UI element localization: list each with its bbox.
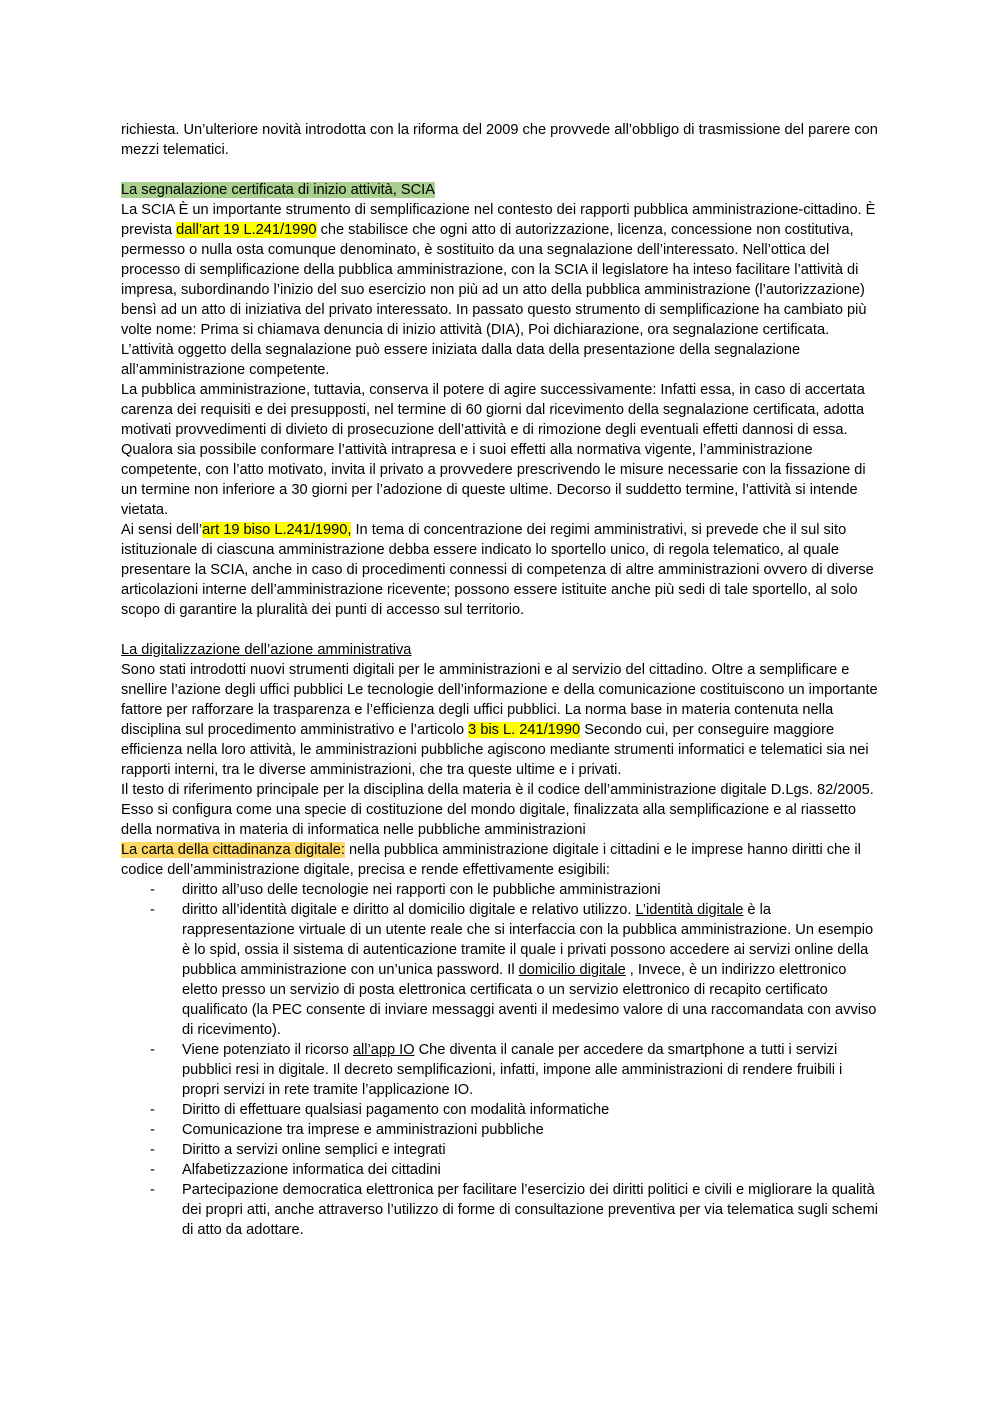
document-page — [121, 120, 883, 1240]
dash-bullet: - — [150, 1042, 155, 1058]
dash-bullet: - — [150, 1142, 155, 1158]
scia-paragraph-1 — [121, 200, 883, 340]
rights-list — [121, 880, 883, 1240]
text-run: diritto all’identità digitale e diritto al domicilio digitale e relativo utilizzo. — [182, 902, 636, 918]
list-item — [121, 1140, 883, 1160]
text-run: Partecipazione democratica elettronica per facilitare l’esercizio dei diritti politici e civili e migliorare la qualità dei propri atti, anche attraverso l’utilizzo di forme di consultazione preventiva per via telematica sugli schemi di atto da adottare. — [182, 1182, 878, 1238]
text-run: La SCIA È un importante strumento di semplificazione nel contesto dei rapporti pubblica amministrazione-cittadino. È prevista — [121, 202, 876, 238]
scia-paragraph-2: L’attività oggetto della segnalazione può essere iniziata dalla data della presentazione della segnalazione all’amministrazione competente. — [121, 342, 801, 378]
underlined-term: L’identità digitale — [635, 902, 744, 918]
list-item — [121, 900, 883, 1040]
dash-bullet: - — [150, 902, 155, 918]
law-reference-highlight: art 19 biso L.241/1990, — [202, 522, 352, 538]
digital-paragraph-3 — [121, 840, 883, 880]
list-item — [121, 1160, 883, 1180]
text-run: diritto all’uso delle tecnologie nei rapporti con le pubbliche amministrazioni — [182, 882, 661, 898]
law-reference-highlight: dall’art 19 L.241/1990 — [176, 222, 317, 238]
list-item — [121, 1120, 883, 1140]
list-item — [121, 1100, 883, 1120]
underlined-term: all’app IO — [352, 1042, 415, 1058]
text-run: Viene potenziato il ricorso — [182, 1042, 353, 1058]
text-run: Sono stati introdotti nuovi strumenti digitali per le amministrazioni e al servizio del cittadino. Oltre a semplificare e snellire l’azione degli uffici pubblici Le tecnologie dell’informazione e della comunicazione costituiscono un importante fattore per rafforzare la trasparenza e l’efficienza degli uffici pubblici. La norma base in materia contenuta nella disciplina sul procedimento amministrativo e l’articolo — [121, 662, 878, 738]
text-run: Diritto di effettuare qualsiasi pagamento con modalità informatiche — [182, 1102, 610, 1118]
list-item — [121, 1180, 883, 1240]
text-run: nella pubblica amministrazione digitale i cittadini e le imprese hanno diritti che il codice dell’amministrazione digitale, precisa e rende effettivamente esigibili: — [121, 842, 861, 878]
text-run: Comunicazione tra imprese e amministrazioni pubbliche — [182, 1122, 544, 1138]
digital-paragraph-1 — [121, 660, 883, 780]
list-item — [121, 880, 883, 900]
text-run: è la rappresentazione virtuale di un utente reale che si interfaccia con la pubblica amministrazione. Un esempio è lo spid, ossia il sistema di autenticazione tramite il quale i privati possono accedere ai servizi online della pubblica amministrazione con un’unica password. Il — [182, 902, 874, 978]
scia-paragraph-4 — [121, 520, 883, 620]
text-run: Alfabetizzazione informatica dei cittadini — [182, 1162, 441, 1178]
dash-bullet: - — [150, 882, 155, 898]
spacer — [121, 160, 883, 180]
dash-bullet: - — [150, 1162, 155, 1178]
digital-paragraph-2: Il testo di riferimento principale per la disciplina della materia è il codice dell’amministrazione digitale D.Lgs. 82/2005. Esso si configura come una specie di costituzione del mondo digitale, finalizzata alla semplificazione e al riassetto della normativa in materia di informatica nelle pubbliche amministrazioni — [121, 782, 874, 838]
dash-bullet: - — [150, 1182, 155, 1198]
text-run: In tema di concentrazione dei regimi amministrativi, si prevede che il sul sito istituzionale di ciascuna amministrazione debba essere indicato lo sportello unico, di regola telematico, al quale presentare la SCIA, anche in caso di procedimenti connessi di competenza di altre amministrazioni ovvero di diverse articolazioni interne dell’amministrazione ricevente; possono essere istituite anche più sedi di tale sportello, al solo scopo di garantire la pluralità dei punti di accesso sul territorio. — [121, 522, 874, 618]
underlined-term: domicilio digitale — [518, 962, 626, 978]
law-reference-highlight: 3 bis L. 241/1990 — [468, 722, 581, 738]
text-run: Ai sensi dell’ — [121, 522, 203, 538]
scia-heading-highlight: La segnalazione certificata di inizio attività, SCIA — [121, 182, 435, 198]
digital-heading — [121, 640, 883, 660]
list-item — [121, 1040, 883, 1100]
scia-heading — [121, 180, 883, 200]
intro-paragraph: richiesta. Un’ulteriore novità introdotta con la riforma del 2009 che provvede all’obbligo di trasmissione del parere con mezzi telematici. — [121, 122, 878, 158]
dash-bullet: - — [150, 1122, 155, 1138]
scia-paragraph-3: La pubblica amministrazione, tuttavia, conserva il potere di agire successivamente: Infatti essa, in caso di accertata carenza dei requisiti e dei presupposti, nel termine di 60 giorni dal ricevimento della segnalazione certificata, adotta motivati provvedimenti di divieto di prosecuzione dell’attività e di rimozione degli eventuali effetti dannosi di essa. Qualora sia possibile conformare l’attività intrapresa e i suoi effetti alla normativa vigente, l’amministrazione competente, con l’atto motivato, invita il privato a provvedere prescrivendo le misure necessarie con la fissazione di un termine non inferiore a 30 giorni per l’adozione di queste ultime. Decorso il suddetto termine, l’attività si intende vietata. — [121, 382, 866, 518]
dash-bullet: - — [150, 1102, 155, 1118]
carta-cittadinanza-highlight: La carta della cittadinanza digitale: — [121, 842, 345, 858]
text-run: Secondo cui, per conseguire maggiore efficienza nella loro attività, le amministrazioni pubbliche agiscono mediante strumenti informatici e telematici sia nei rapporti interni, tra le diverse amministrazioni, che tra queste ultime e i privati. — [121, 722, 869, 778]
text-run: , Invece, è un indirizzo elettronico eletto presso un servizio di posta elettronica certificata o un servizio elettronico di recapito certificato qualificato (la PEC consente di inviare messaggi aventi il medesimo valore di una raccomandata con avviso di ricevimento). — [182, 962, 877, 1038]
text-run: Che diventa il canale per accedere da smartphone a tutti i servizi pubblici resi in digitale. Il decreto semplificazioni, infatti, impone alle amministrazioni di rendere fruibili i propri servizi in rete tramite l’applicazione IO. — [182, 1042, 843, 1098]
text-run: che stabilisce che ogni atto di autorizzazione, licenza, concessione non costitutiva, permesso o nulla osta comunque denominato, è sostituito da una segnalazione dell’interessato. Nell’ottica del processo di semplificazione della pubblica amministrazione, con la SCIA il legislatore ha inteso facilitare l’attività di impresa, subordinando l’inizio del suo esercizio non più ad un atto della pubblica amministrazione (l’autorizzazione) bensì ad un atto di iniziativa del privato interessato. In passato questo strumento di semplificazione ha cambiato più volte nome: Prima si chiamava denuncia di inizio attività (DIA), Poi dichiarazione, ora segnalazione certificata. — [121, 222, 867, 338]
digital-heading-underlined: La digitalizzazione dell’azione amministrativa — [121, 642, 412, 658]
spacer — [121, 620, 883, 640]
text-run: Diritto a servizi online semplici e integrati — [182, 1142, 446, 1158]
